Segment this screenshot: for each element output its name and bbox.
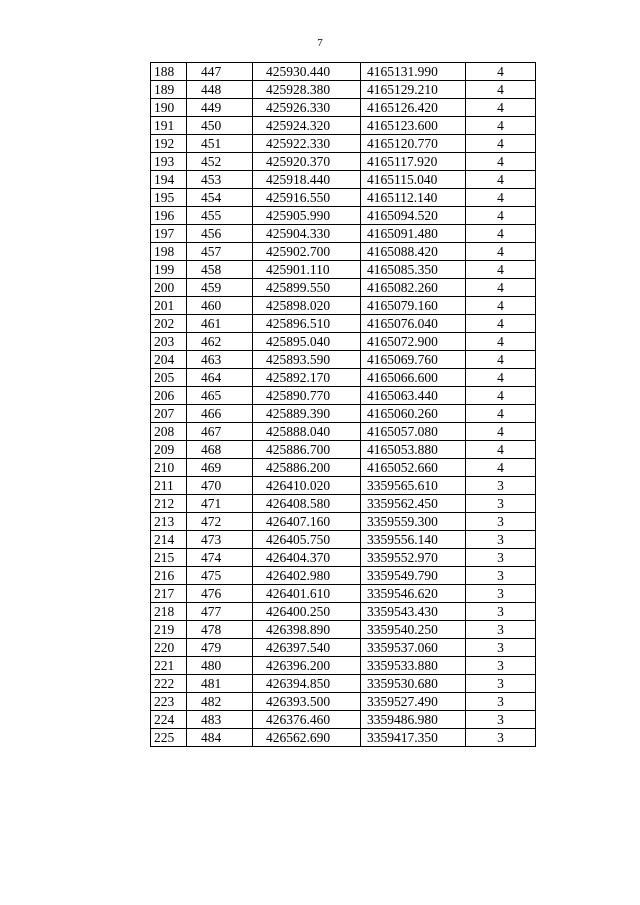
point-number-cell: 471: [187, 495, 253, 513]
zone-cell: 3: [466, 693, 536, 711]
x-coordinate-cell: 426407.160: [253, 513, 361, 531]
x-coordinate-cell: 426405.750: [253, 531, 361, 549]
table-row: [151, 387, 536, 405]
y-coordinate-cell: 3359417.350: [361, 729, 466, 747]
point-number-cell: 459: [187, 279, 253, 297]
point-number-cell: 457: [187, 243, 253, 261]
x-coordinate-cell: 425916.550: [253, 189, 361, 207]
table-row: [151, 549, 536, 567]
table-row: [151, 207, 536, 225]
y-coordinate-cell: 3359549.790: [361, 567, 466, 585]
y-coordinate-cell: 4165079.160: [361, 297, 466, 315]
zone-cell: 4: [466, 333, 536, 351]
y-coordinate-cell: 4165094.520: [361, 207, 466, 225]
point-number-cell: 476: [187, 585, 253, 603]
row-index-cell: 202: [151, 315, 187, 333]
x-coordinate-cell: 425886.700: [253, 441, 361, 459]
point-number-cell: 462: [187, 333, 253, 351]
zone-cell: 3: [466, 531, 536, 549]
row-index-cell: 192: [151, 135, 187, 153]
row-index-cell: 199: [151, 261, 187, 279]
y-coordinate-cell: 4165112.140: [361, 189, 466, 207]
point-number-cell: 481: [187, 675, 253, 693]
row-index-cell: 210: [151, 459, 187, 477]
zone-cell: 3: [466, 513, 536, 531]
point-number-cell: 456: [187, 225, 253, 243]
table-row: [151, 369, 536, 387]
zone-cell: 4: [466, 153, 536, 171]
point-number-cell: 463: [187, 351, 253, 369]
y-coordinate-cell: 4165115.040: [361, 171, 466, 189]
row-index-cell: 218: [151, 603, 187, 621]
table-row: [151, 135, 536, 153]
row-index-cell: 208: [151, 423, 187, 441]
row-index-cell: 224: [151, 711, 187, 729]
row-index-cell: 188: [151, 63, 187, 81]
row-index-cell: 225: [151, 729, 187, 747]
x-coordinate-cell: 426398.890: [253, 621, 361, 639]
table-row: [151, 81, 536, 99]
point-number-cell: 449: [187, 99, 253, 117]
zone-cell: 4: [466, 261, 536, 279]
table-row: [151, 675, 536, 693]
zone-cell: 4: [466, 135, 536, 153]
y-coordinate-cell: 3359533.880: [361, 657, 466, 675]
zone-cell: 4: [466, 99, 536, 117]
table-row: [151, 189, 536, 207]
x-coordinate-cell: 426408.580: [253, 495, 361, 513]
x-coordinate-cell: 426400.250: [253, 603, 361, 621]
table-row: [151, 531, 536, 549]
zone-cell: 4: [466, 171, 536, 189]
table-row: [151, 567, 536, 585]
x-coordinate-cell: 425895.040: [253, 333, 361, 351]
table-row: [151, 243, 536, 261]
zone-cell: 4: [466, 279, 536, 297]
y-coordinate-cell: 4165057.080: [361, 423, 466, 441]
zone-cell: 4: [466, 387, 536, 405]
zone-cell: 4: [466, 315, 536, 333]
table-row: [151, 351, 536, 369]
x-coordinate-cell: 426562.690: [253, 729, 361, 747]
point-number-cell: 454: [187, 189, 253, 207]
y-coordinate-cell: 4165120.770: [361, 135, 466, 153]
table-row: [151, 333, 536, 351]
x-coordinate-cell: 425893.590: [253, 351, 361, 369]
point-number-cell: 447: [187, 63, 253, 81]
row-index-cell: 195: [151, 189, 187, 207]
x-coordinate-cell: 425930.440: [253, 63, 361, 81]
row-index-cell: 216: [151, 567, 187, 585]
zone-cell: 4: [466, 297, 536, 315]
y-coordinate-cell: 3359540.250: [361, 621, 466, 639]
y-coordinate-cell: 4165060.260: [361, 405, 466, 423]
x-coordinate-cell: 425928.380: [253, 81, 361, 99]
y-coordinate-cell: 4165123.600: [361, 117, 466, 135]
point-number-cell: 484: [187, 729, 253, 747]
zone-cell: 4: [466, 423, 536, 441]
x-coordinate-cell: 426393.500: [253, 693, 361, 711]
y-coordinate-cell: 4165085.350: [361, 261, 466, 279]
y-coordinate-cell: 4165052.660: [361, 459, 466, 477]
x-coordinate-cell: 426402.980: [253, 567, 361, 585]
point-number-cell: 480: [187, 657, 253, 675]
table-row: [151, 117, 536, 135]
point-number-cell: 466: [187, 405, 253, 423]
y-coordinate-cell: 3359565.610: [361, 477, 466, 495]
zone-cell: 3: [466, 657, 536, 675]
row-index-cell: 213: [151, 513, 187, 531]
row-index-cell: 197: [151, 225, 187, 243]
y-coordinate-cell: 4165129.210: [361, 81, 466, 99]
table-row: [151, 153, 536, 171]
row-index-cell: 211: [151, 477, 187, 495]
y-coordinate-cell: 3359486.980: [361, 711, 466, 729]
zone-cell: 4: [466, 117, 536, 135]
y-coordinate-cell: 3359556.140: [361, 531, 466, 549]
zone-cell: 4: [466, 243, 536, 261]
y-coordinate-cell: 4165053.880: [361, 441, 466, 459]
zone-cell: 4: [466, 63, 536, 81]
point-number-cell: 455: [187, 207, 253, 225]
x-coordinate-cell: 425898.020: [253, 297, 361, 315]
x-coordinate-cell: 425905.990: [253, 207, 361, 225]
row-index-cell: 203: [151, 333, 187, 351]
row-index-cell: 190: [151, 99, 187, 117]
point-number-cell: 470: [187, 477, 253, 495]
row-index-cell: 189: [151, 81, 187, 99]
point-number-cell: 483: [187, 711, 253, 729]
table-row: [151, 297, 536, 315]
row-index-cell: 221: [151, 657, 187, 675]
y-coordinate-cell: 4165069.760: [361, 351, 466, 369]
row-index-cell: 193: [151, 153, 187, 171]
row-index-cell: 215: [151, 549, 187, 567]
row-index-cell: 198: [151, 243, 187, 261]
x-coordinate-cell: 426394.850: [253, 675, 361, 693]
x-coordinate-cell: 425922.330: [253, 135, 361, 153]
y-coordinate-cell: 3359527.490: [361, 693, 466, 711]
table-row: [151, 495, 536, 513]
y-coordinate-cell: 4165131.990: [361, 63, 466, 81]
point-number-cell: 472: [187, 513, 253, 531]
point-number-cell: 461: [187, 315, 253, 333]
zone-cell: 4: [466, 189, 536, 207]
x-coordinate-cell: 425902.700: [253, 243, 361, 261]
x-coordinate-cell: 425918.440: [253, 171, 361, 189]
zone-cell: 4: [466, 81, 536, 99]
table-row: [151, 513, 536, 531]
table-row: [151, 711, 536, 729]
x-coordinate-cell: 425904.330: [253, 225, 361, 243]
row-index-cell: 200: [151, 279, 187, 297]
table-row: [151, 279, 536, 297]
point-number-cell: 477: [187, 603, 253, 621]
table-row: [151, 405, 536, 423]
point-number-cell: 458: [187, 261, 253, 279]
zone-cell: 3: [466, 639, 536, 657]
table-row: [151, 585, 536, 603]
zone-cell: 4: [466, 369, 536, 387]
point-number-cell: 453: [187, 171, 253, 189]
zone-cell: 3: [466, 729, 536, 747]
y-coordinate-cell: 4165066.600: [361, 369, 466, 387]
point-number-cell: 468: [187, 441, 253, 459]
zone-cell: 3: [466, 477, 536, 495]
row-index-cell: 191: [151, 117, 187, 135]
x-coordinate-cell: 425901.110: [253, 261, 361, 279]
point-number-cell: 451: [187, 135, 253, 153]
zone-cell: 3: [466, 549, 536, 567]
point-number-cell: 464: [187, 369, 253, 387]
row-index-cell: 205: [151, 369, 187, 387]
table-row: [151, 639, 536, 657]
x-coordinate-cell: 426401.610: [253, 585, 361, 603]
table-row: [151, 693, 536, 711]
y-coordinate-cell: 3359559.300: [361, 513, 466, 531]
table-row: [151, 621, 536, 639]
point-number-cell: 473: [187, 531, 253, 549]
point-number-cell: 469: [187, 459, 253, 477]
coordinates-table: [150, 62, 536, 747]
x-coordinate-cell: 426397.540: [253, 639, 361, 657]
x-coordinate-cell: 426376.460: [253, 711, 361, 729]
zone-cell: 3: [466, 621, 536, 639]
zone-cell: 3: [466, 495, 536, 513]
zone-cell: 4: [466, 405, 536, 423]
table-row: [151, 171, 536, 189]
x-coordinate-cell: 425888.040: [253, 423, 361, 441]
page-number: 7: [317, 37, 323, 49]
point-number-cell: 452: [187, 153, 253, 171]
zone-cell: 4: [466, 351, 536, 369]
table-row: [151, 315, 536, 333]
table-row: [151, 459, 536, 477]
y-coordinate-cell: 3359546.620: [361, 585, 466, 603]
table-row: [151, 63, 536, 81]
zone-cell: 4: [466, 441, 536, 459]
table-row: [151, 477, 536, 495]
row-index-cell: 201: [151, 297, 187, 315]
row-index-cell: 209: [151, 441, 187, 459]
x-coordinate-cell: 425890.770: [253, 387, 361, 405]
x-coordinate-cell: 425892.170: [253, 369, 361, 387]
row-index-cell: 212: [151, 495, 187, 513]
zone-cell: 3: [466, 675, 536, 693]
point-number-cell: 465: [187, 387, 253, 405]
point-number-cell: 448: [187, 81, 253, 99]
zone-cell: 4: [466, 207, 536, 225]
zone-cell: 3: [466, 603, 536, 621]
y-coordinate-cell: 4165072.900: [361, 333, 466, 351]
y-coordinate-cell: 3359530.680: [361, 675, 466, 693]
x-coordinate-cell: 425889.390: [253, 405, 361, 423]
y-coordinate-cell: 4165117.920: [361, 153, 466, 171]
x-coordinate-cell: 426396.200: [253, 657, 361, 675]
y-coordinate-cell: 4165126.420: [361, 99, 466, 117]
table-body: [151, 63, 536, 747]
table-row: [151, 603, 536, 621]
y-coordinate-cell: 4165082.260: [361, 279, 466, 297]
y-coordinate-cell: 3359543.430: [361, 603, 466, 621]
x-coordinate-cell: 425926.330: [253, 99, 361, 117]
x-coordinate-cell: 425896.510: [253, 315, 361, 333]
table-row: [151, 225, 536, 243]
x-coordinate-cell: 425886.200: [253, 459, 361, 477]
point-number-cell: 467: [187, 423, 253, 441]
y-coordinate-cell: 3359562.450: [361, 495, 466, 513]
table-row: [151, 441, 536, 459]
table-row: [151, 261, 536, 279]
row-index-cell: 196: [151, 207, 187, 225]
point-number-cell: 475: [187, 567, 253, 585]
zone-cell: 4: [466, 459, 536, 477]
y-coordinate-cell: 4165063.440: [361, 387, 466, 405]
table-row: [151, 99, 536, 117]
row-index-cell: 206: [151, 387, 187, 405]
point-number-cell: 478: [187, 621, 253, 639]
row-index-cell: 207: [151, 405, 187, 423]
y-coordinate-cell: 4165088.420: [361, 243, 466, 261]
zone-cell: 4: [466, 225, 536, 243]
row-index-cell: 223: [151, 693, 187, 711]
x-coordinate-cell: 426404.370: [253, 549, 361, 567]
y-coordinate-cell: 3359537.060: [361, 639, 466, 657]
y-coordinate-cell: 3359552.970: [361, 549, 466, 567]
table-row: [151, 729, 536, 747]
zone-cell: 3: [466, 711, 536, 729]
row-index-cell: 222: [151, 675, 187, 693]
row-index-cell: 194: [151, 171, 187, 189]
point-number-cell: 482: [187, 693, 253, 711]
point-number-cell: 479: [187, 639, 253, 657]
row-index-cell: 217: [151, 585, 187, 603]
table-row: [151, 423, 536, 441]
point-number-cell: 450: [187, 117, 253, 135]
x-coordinate-cell: 426410.020: [253, 477, 361, 495]
x-coordinate-cell: 425899.550: [253, 279, 361, 297]
point-number-cell: 460: [187, 297, 253, 315]
row-index-cell: 220: [151, 639, 187, 657]
y-coordinate-cell: 4165091.480: [361, 225, 466, 243]
table-row: [151, 657, 536, 675]
row-index-cell: 204: [151, 351, 187, 369]
point-number-cell: 474: [187, 549, 253, 567]
zone-cell: 3: [466, 567, 536, 585]
x-coordinate-cell: 425920.370: [253, 153, 361, 171]
row-index-cell: 214: [151, 531, 187, 549]
x-coordinate-cell: 425924.320: [253, 117, 361, 135]
y-coordinate-cell: 4165076.040: [361, 315, 466, 333]
row-index-cell: 219: [151, 621, 187, 639]
zone-cell: 3: [466, 585, 536, 603]
